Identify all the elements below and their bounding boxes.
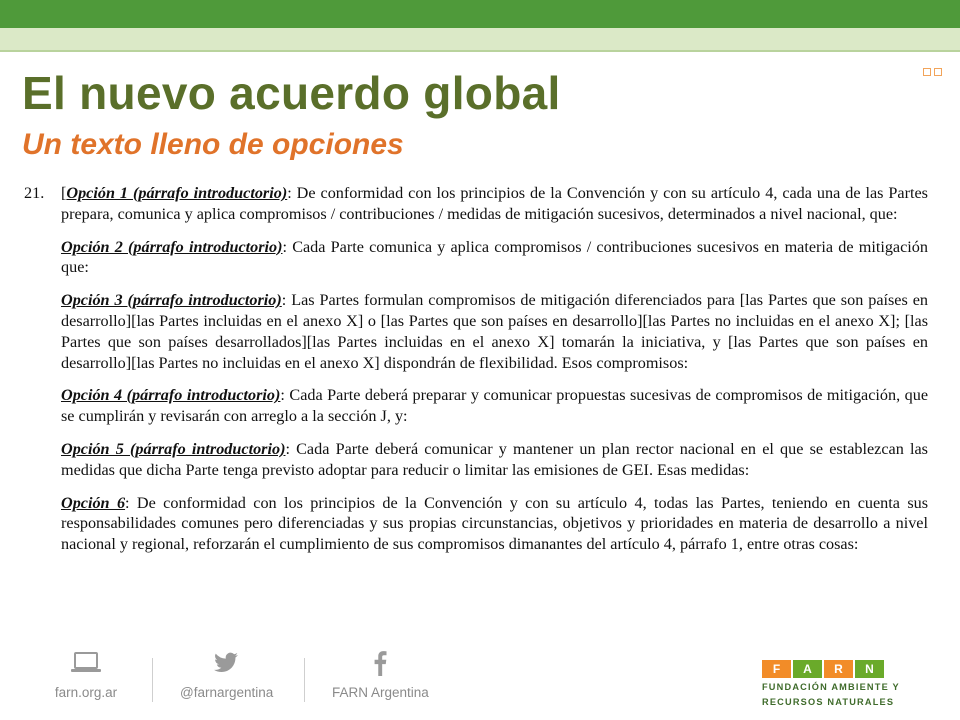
farn-name-line2: RECURSOS NATURALES [762, 697, 895, 707]
twitter-bird-icon [212, 650, 240, 676]
farn-letter-a: A [793, 660, 822, 678]
facebook-icon [370, 650, 390, 676]
laptop-icon [70, 650, 102, 676]
option-paragraph [24, 493, 928, 555]
option-label: Opción 3 (párrafo introductorio) [61, 291, 282, 310]
option-text: : Las Partes formulan compromisos de mitigación diferenciados para [las Partes que son países en desarrollo][las Partes incluidas en el anexo X] o [las Partes que son países en desarrollo][las Partes no incluidas en el anexo X]; [las Partes que son países desarrollados][las Partes incluidas en el anexo X] tomarán la iniciativa, y [las Partes que son países en desarrollo][las Partes no incluidas en el anexo X] dispondrán de flexibilidad. Esos compromisos: [61, 291, 928, 372]
option-label: Opción 4 (párrafo introductorio) [61, 386, 281, 405]
option-text: : Cada Parte comunica y aplica compromisos / contribuciones sucesivos en materia de mitigación que: [61, 237, 928, 277]
twitter-link[interactable] [180, 650, 272, 700]
website-link[interactable] [50, 650, 122, 700]
option-paragraph [24, 385, 928, 427]
option-label: Opción 6 [61, 493, 126, 512]
option-label: Opción 1 (párrafo introductorio) [66, 184, 288, 202]
farn-letter-n: N [855, 660, 884, 678]
corner-decoration [923, 68, 942, 76]
farn-logo [762, 660, 900, 708]
facebook-link[interactable] [332, 650, 428, 700]
option-text: : De conformidad con los principios de la Convención y con su artículo 4, todas las Partes, teniendo en cuenta sus responsabilidades comunes pero diferenciadas y sus propias circunstancias, objetivos y prioridades en materia de desarrollo a nivel nacional y regional, reforzarán el cumplimiento de sus compromisos dimanantes del artículo 4, párrafo 1, entre otras cosas: [61, 493, 929, 554]
option-paragraph [24, 290, 928, 373]
twitter-label: @farnargentina [180, 685, 274, 700]
paragraph-number: 21. [24, 184, 45, 202]
slide-subtitle: Un texto lleno de opciones [22, 128, 404, 161]
option-label: Opción 2 (párrafo introductorio) [61, 237, 283, 256]
header-divider [0, 50, 960, 52]
option-label: Opción 5 (párrafo introductorio) [61, 439, 286, 458]
facebook-label: FARN Argentina [332, 685, 429, 700]
footer-divider [152, 658, 153, 702]
option-paragraph [24, 439, 928, 481]
option-text: : Cada Parte deberá preparar y comunicar propuestas sucesivas de compromisos de mitigación, que se cumplirán y revisarán con arreglo a la sección J, y: [61, 386, 928, 426]
farn-letter-f: F [762, 660, 791, 678]
option-text: : De conformidad con los principios de la Convención y con su artículo 4, cada una de las Partes prepara, comunica y aplica compromisos / contribuciones / medidas de mitigación sucesivos, determinados a nivel nacional, que: [61, 184, 928, 223]
header-band-light [0, 28, 960, 50]
farn-name-line1: FUNDACIÓN AMBIENTE Y [762, 682, 900, 692]
slide-title: El nuevo acuerdo global [22, 67, 561, 119]
bracket: [ [61, 184, 67, 202]
option-paragraph [24, 183, 928, 225]
option-text: : Cada Parte deberá comunicar y mantener un plan rector nacional en el que se establezcan las medidas que dicha Parte tenga previsto adoptar para reducir o limitar las emisiones de GEI. Esas medidas: [61, 439, 928, 479]
document-excerpt [24, 183, 928, 567]
farn-letter-boxes [762, 660, 900, 678]
footer-divider [304, 658, 305, 702]
header-band [0, 0, 960, 28]
option-paragraph [24, 237, 928, 279]
farn-letter-r: R [824, 660, 853, 678]
website-label: farn.org.ar [54, 685, 118, 700]
